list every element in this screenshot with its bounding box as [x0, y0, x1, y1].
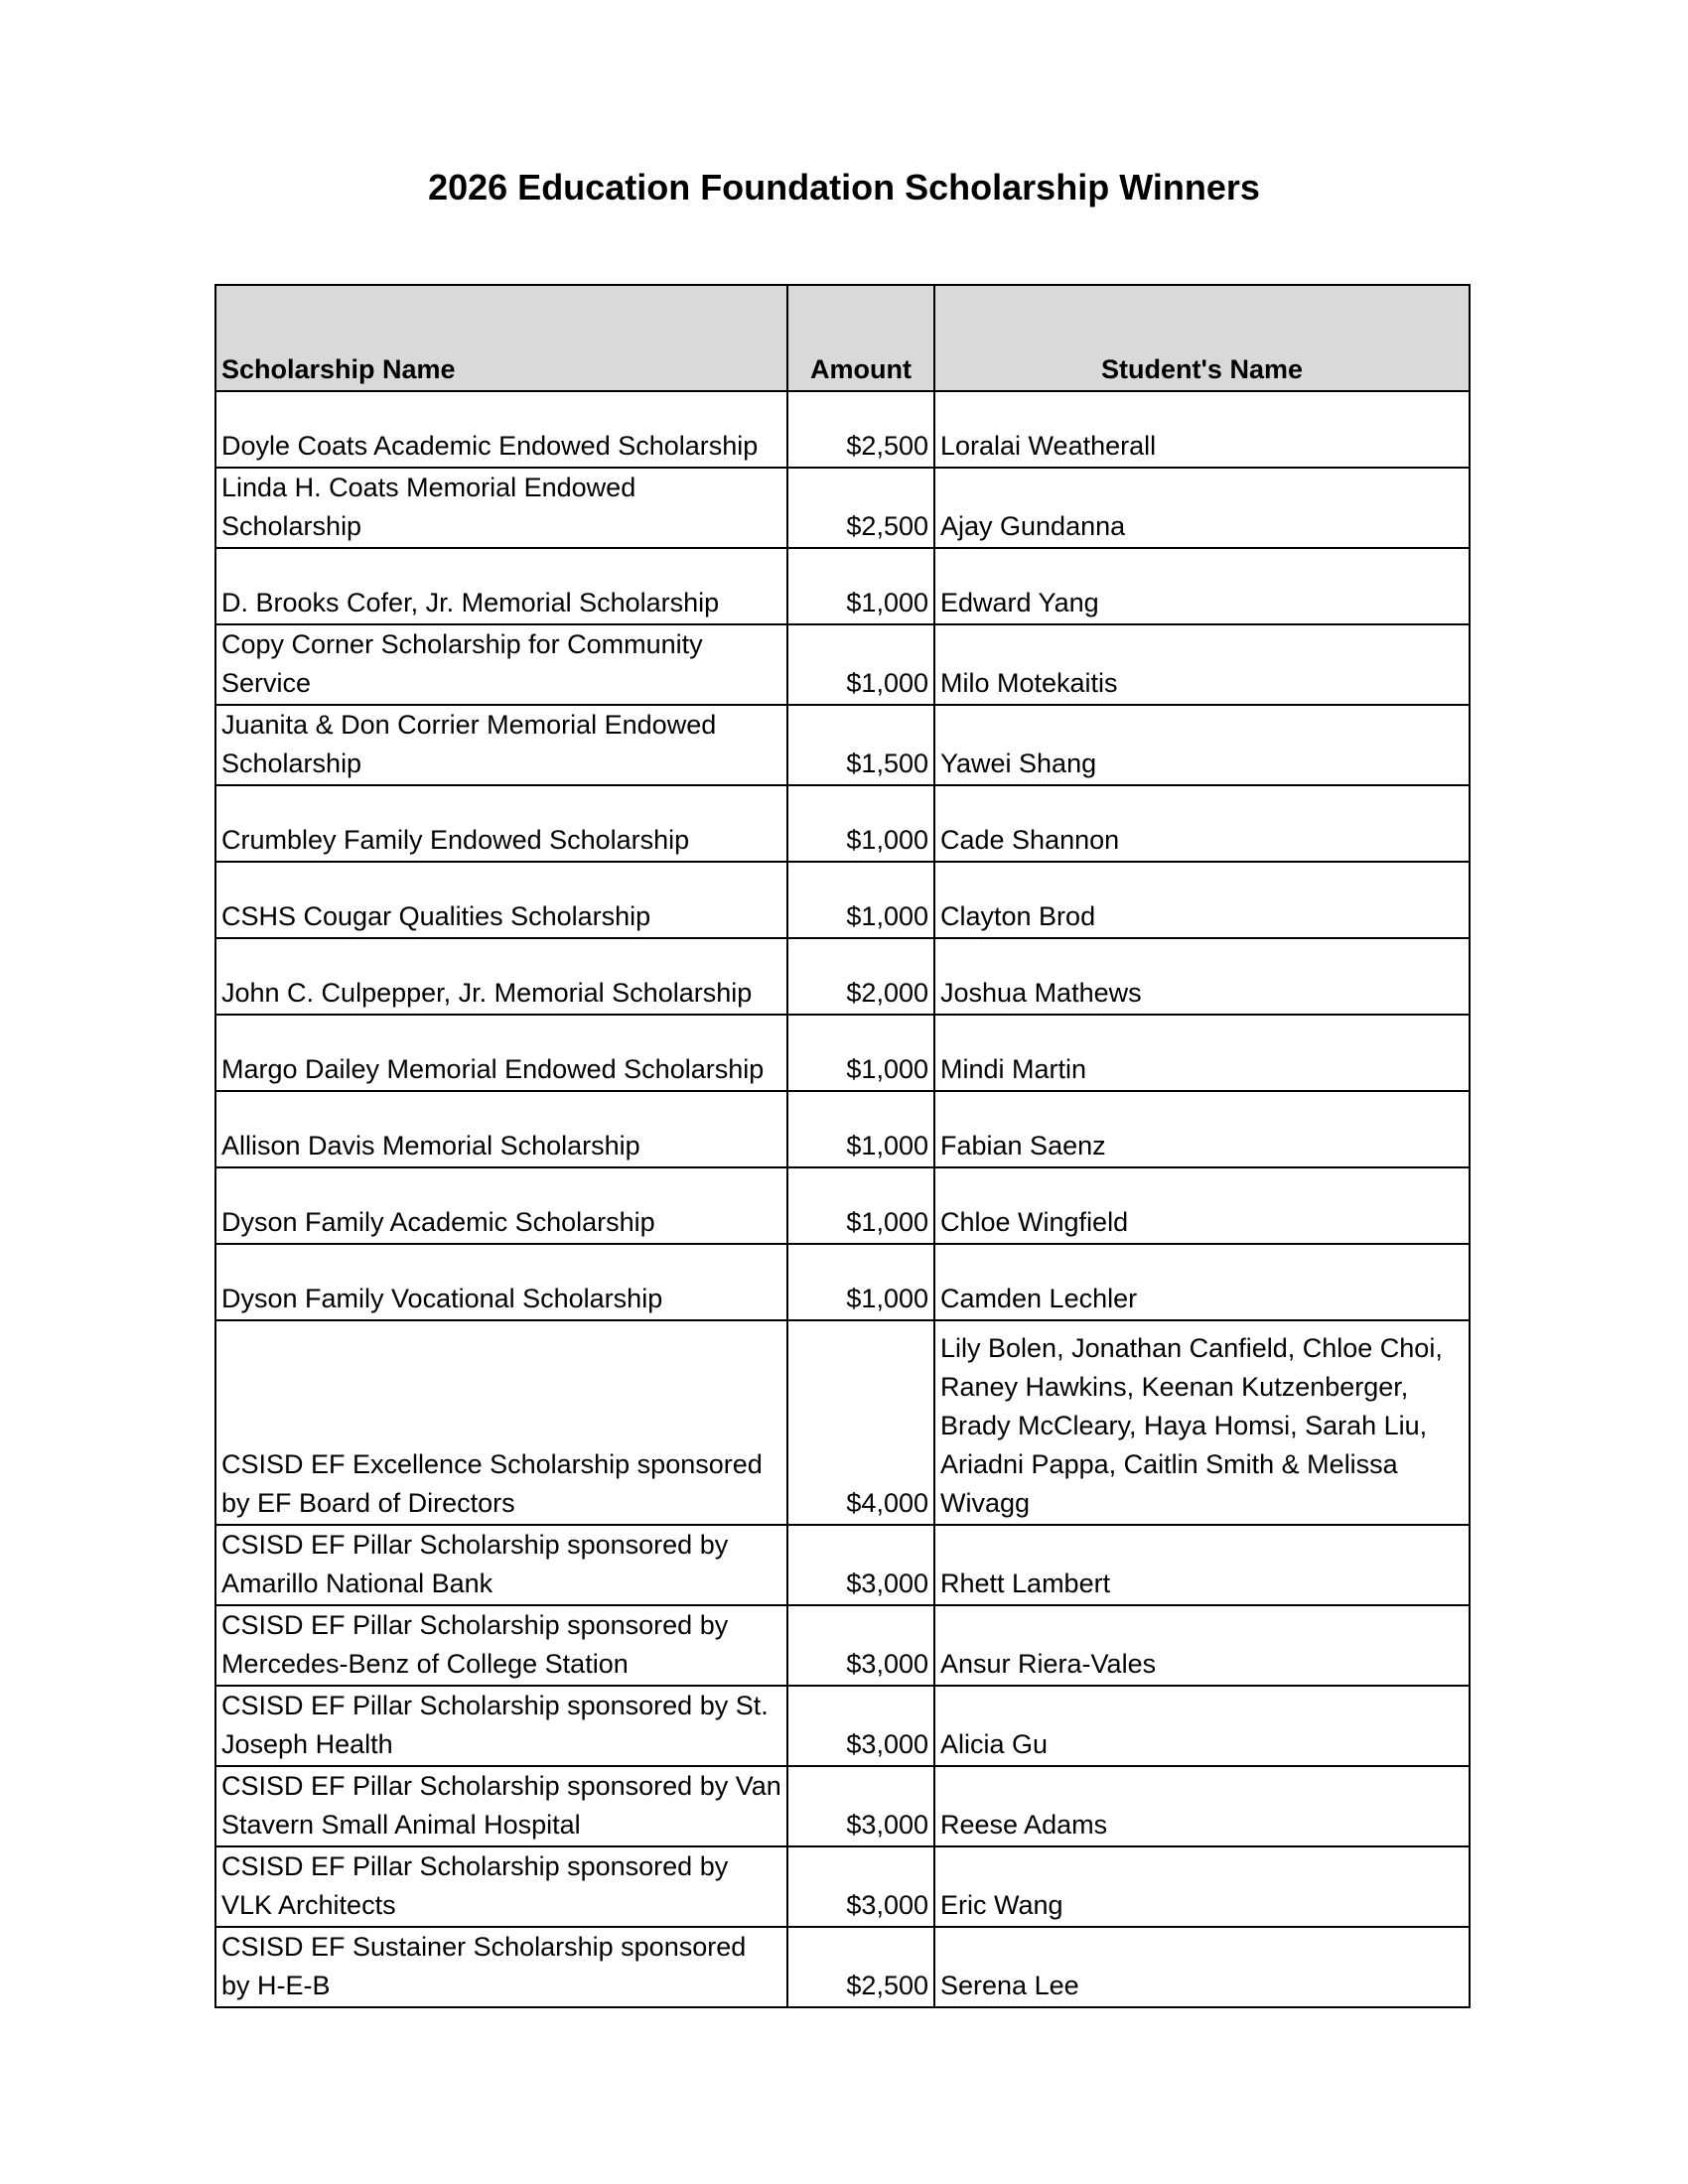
amount-cell: $1,000	[787, 1244, 934, 1320]
scholarship-name-cell: Dyson Family Academic Scholarship	[215, 1167, 787, 1244]
amount-cell: $2,500	[787, 391, 934, 468]
scholarship-name-cell: CSISD EF Pillar Scholarship sponsored by Mercedes-Benz of College Station	[215, 1605, 787, 1686]
scholarship-name-cell: CSISD EF Sustainer Scholarship sponsored by H-E-B	[215, 1927, 787, 2007]
amount-cell: $3,000	[787, 1525, 934, 1605]
student-name-cell: Ajay Gundanna	[934, 468, 1470, 548]
student-name-cell: Camden Lechler	[934, 1244, 1470, 1320]
table-row	[215, 624, 1470, 705]
table-row	[215, 548, 1470, 624]
student-name-cell: Rhett Lambert	[934, 1525, 1470, 1605]
table-row	[215, 1927, 1470, 2007]
scholarship-name-cell: Juanita & Don Corrier Memorial Endowed Scholarship	[215, 705, 787, 785]
amount-cell: $3,000	[787, 1605, 934, 1686]
scholarship-name-cell: CSHS Cougar Qualities Scholarship	[215, 862, 787, 938]
scholarship-table	[214, 284, 1471, 2008]
scholarship-name-cell: CSISD EF Pillar Scholarship sponsored by VLK Architects	[215, 1846, 787, 1927]
table-row	[215, 1686, 1470, 1766]
scholarship-name-cell: CSISD EF Excellence Scholarship sponsored by EF Board of Directors	[215, 1320, 787, 1525]
page-title: 2026 Education Foundation Scholarship Winners	[428, 167, 1260, 207]
amount-cell: $3,000	[787, 1686, 934, 1766]
scholarship-name-cell: John C. Culpepper, Jr. Memorial Scholarship	[215, 938, 787, 1015]
table-row	[215, 1525, 1470, 1605]
table-row	[215, 391, 1470, 468]
table-row	[215, 1605, 1470, 1686]
student-name-cell: Loralai Weatherall	[934, 391, 1470, 468]
student-name-cell: Lily Bolen, Jonathan Canfield, Chloe Choi, Raney Hawkins, Keenan Kutzenberger, Brady McCleary, Haya Homsi, Sarah Liu, Ariadni Pappa, Caitlin Smith & Melissa Wivagg	[934, 1320, 1470, 1525]
amount-cell: $1,000	[787, 548, 934, 624]
table-row	[215, 1766, 1470, 1846]
scholarship-name-cell: CSISD EF Pillar Scholarship sponsored by Amarillo National Bank	[215, 1525, 787, 1605]
amount-cell: $1,000	[787, 1015, 934, 1091]
scholarship-name-cell: CSISD EF Pillar Scholarship sponsored by St. Joseph Health	[215, 1686, 787, 1766]
student-name-cell: Eric Wang	[934, 1846, 1470, 1927]
student-name-cell: Edward Yang	[934, 548, 1470, 624]
table-row	[215, 705, 1470, 785]
amount-cell: $2,500	[787, 1927, 934, 2007]
scholarship-name-cell: Crumbley Family Endowed Scholarship	[215, 785, 787, 862]
student-name-cell: Reese Adams	[934, 1766, 1470, 1846]
amount-cell: $2,500	[787, 468, 934, 548]
student-name-cell: Clayton Brod	[934, 862, 1470, 938]
scholarship-name-cell: Margo Dailey Memorial Endowed Scholarship	[215, 1015, 787, 1091]
scholarship-name-cell: Linda H. Coats Memorial Endowed Scholarship	[215, 468, 787, 548]
amount-cell: $2,000	[787, 938, 934, 1015]
amount-cell: $3,000	[787, 1846, 934, 1927]
table-row	[215, 1320, 1470, 1525]
scholarship-name-cell: D. Brooks Cofer, Jr. Memorial Scholarship	[215, 548, 787, 624]
student-name-cell: Chloe Wingfield	[934, 1167, 1470, 1244]
student-name-cell: Mindi Martin	[934, 1015, 1470, 1091]
student-name-cell: Serena Lee	[934, 1927, 1470, 2007]
scholarship-name-cell: Dyson Family Vocational Scholarship	[215, 1244, 787, 1320]
student-name-cell: Milo Motekaitis	[934, 624, 1470, 705]
table-row	[215, 862, 1470, 938]
amount-cell: $3,000	[787, 1766, 934, 1846]
scholarship-name-cell: Allison Davis Memorial Scholarship	[215, 1091, 787, 1167]
student-name-cell: Cade Shannon	[934, 785, 1470, 862]
scholarship-name-cell: CSISD EF Pillar Scholarship sponsored by Van Stavern Small Animal Hospital	[215, 1766, 787, 1846]
amount-cell: $1,000	[787, 1167, 934, 1244]
student-name-cell: Yawei Shang	[934, 705, 1470, 785]
table-row	[215, 938, 1470, 1015]
table-row	[215, 468, 1470, 548]
table-row	[215, 1167, 1470, 1244]
student-name-cell: Fabian Saenz	[934, 1091, 1470, 1167]
student-name-cell: Joshua Mathews	[934, 938, 1470, 1015]
table-row	[215, 785, 1470, 862]
scholarship-name-cell: Copy Corner Scholarship for Community Service	[215, 624, 787, 705]
table-row	[215, 1091, 1470, 1167]
header-student-name: Student's Name	[934, 285, 1470, 391]
amount-cell: $1,000	[787, 1091, 934, 1167]
header-amount: Amount	[787, 285, 934, 391]
table-row	[215, 1244, 1470, 1320]
student-name-cell: Alicia Gu	[934, 1686, 1470, 1766]
amount-cell: $1,000	[787, 785, 934, 862]
amount-cell: $4,000	[787, 1320, 934, 1525]
table-row	[215, 1015, 1470, 1091]
student-name-cell: Ansur Riera-Vales	[934, 1605, 1470, 1686]
amount-cell: $1,000	[787, 624, 934, 705]
header-scholarship-name: Scholarship Name	[215, 285, 787, 391]
table-row	[215, 1846, 1470, 1927]
amount-cell: $1,000	[787, 862, 934, 938]
scholarship-name-cell: Doyle Coats Academic Endowed Scholarship	[215, 391, 787, 468]
table-header-row	[215, 285, 1470, 391]
amount-cell: $1,500	[787, 705, 934, 785]
